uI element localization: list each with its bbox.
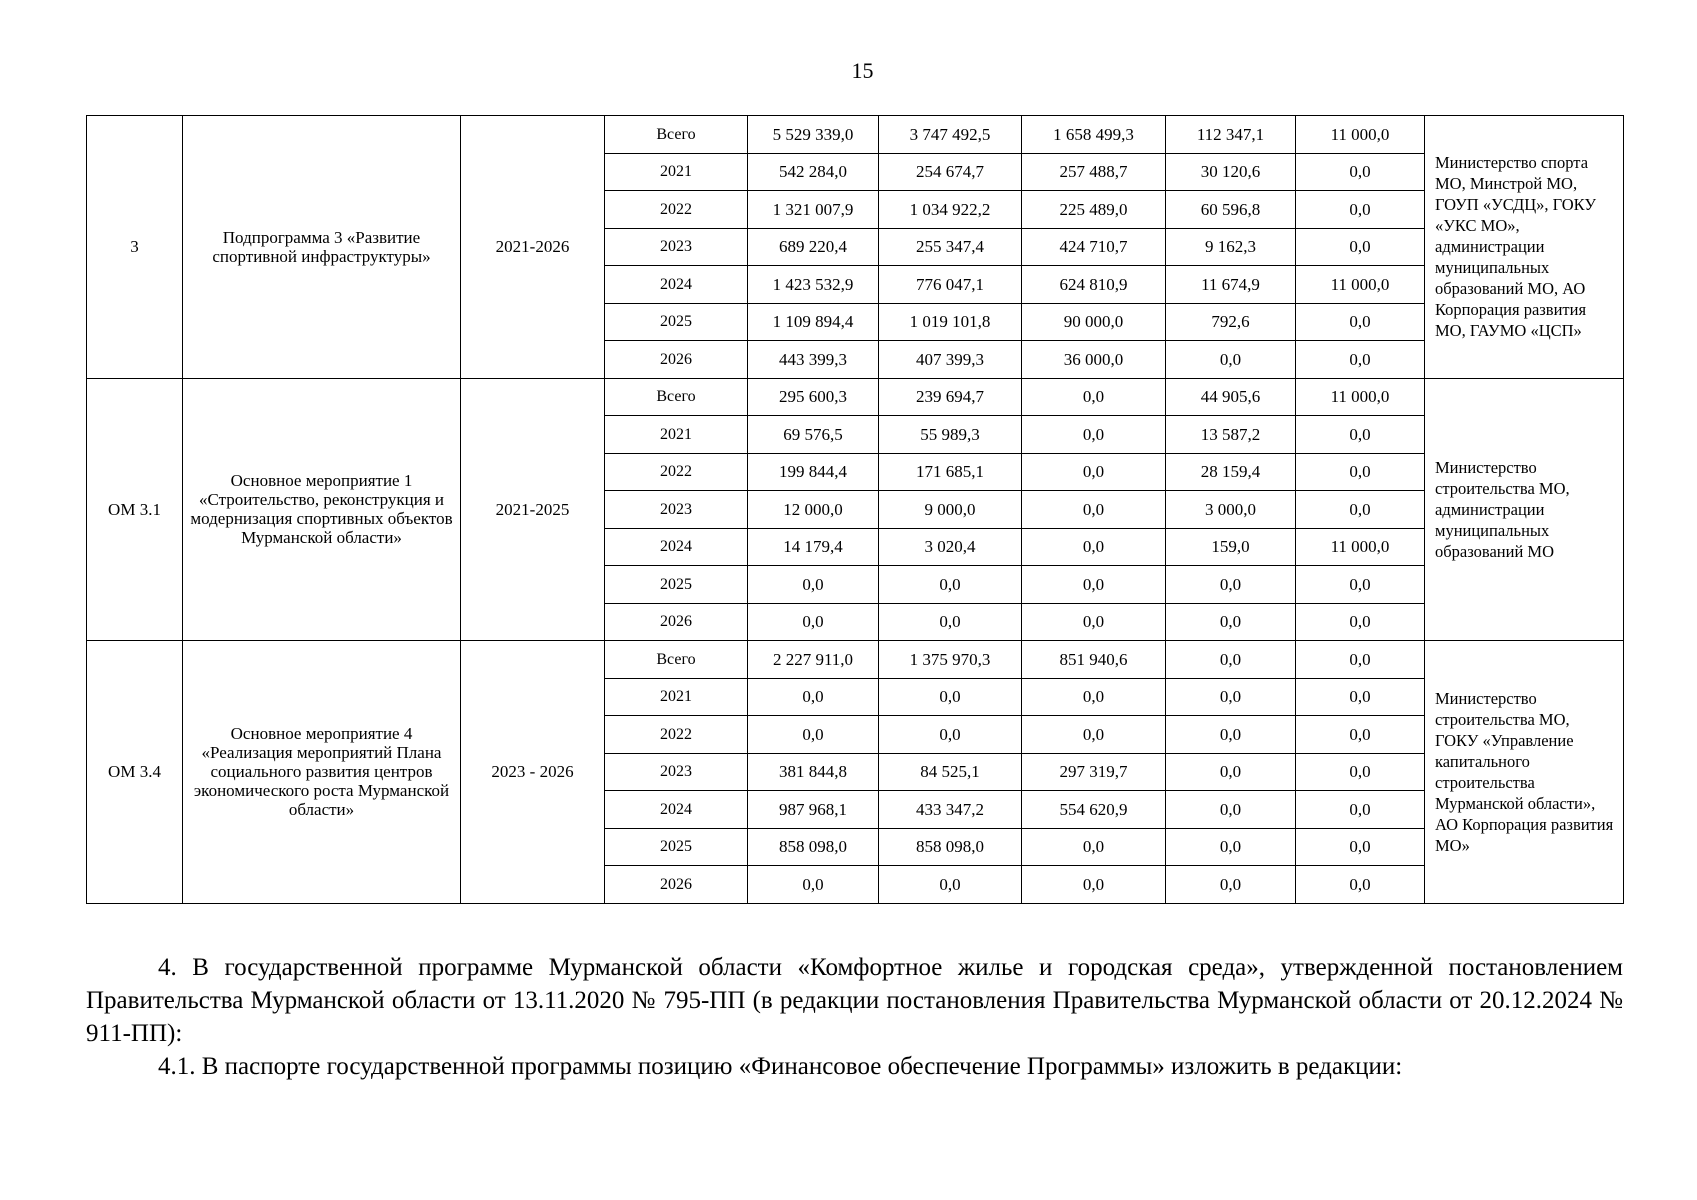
year-cell: 2026 [605, 866, 748, 904]
amount-cell: 624 810,9 [1022, 266, 1166, 304]
amount-cell: 0,0 [1296, 603, 1425, 641]
amount-cell: 433 347,2 [879, 791, 1022, 829]
amount-cell: 0,0 [1166, 791, 1296, 829]
amount-cell: 381 844,8 [748, 753, 879, 791]
amount-cell: 0,0 [1022, 866, 1166, 904]
amount-cell: 55 989,3 [879, 416, 1022, 454]
amount-cell: 0,0 [879, 678, 1022, 716]
amount-cell: 542 284,0 [748, 153, 879, 191]
amount-cell: 0,0 [1166, 716, 1296, 754]
amount-cell: 0,0 [1296, 191, 1425, 229]
amount-cell: 171 685,1 [879, 453, 1022, 491]
paragraph-4: 4. В государственной программе Мурманской области «Комфортное жилье и городская среда», утвержденной постановлением Правительства Мурманской области от 13.11.2020 № 795-ПП (в редакции постановления Правительства Мурманской области от 20.12.2024 № 911-ПП): [86, 954, 1623, 1047]
amount-cell: 1 321 007,9 [748, 191, 879, 229]
program-code: 3 [87, 116, 183, 379]
amount-cell: 0,0 [1296, 228, 1425, 266]
amount-cell: 3 000,0 [1166, 491, 1296, 529]
year-cell: 2025 [605, 566, 748, 604]
amount-cell: 3 747 492,5 [879, 116, 1022, 154]
responsible-executors: Министерство строительства МО, администрации муниципальных образований МО [1425, 378, 1624, 641]
amount-cell: 297 319,7 [1022, 753, 1166, 791]
amount-cell: 0,0 [1166, 753, 1296, 791]
amount-cell: 13 587,2 [1166, 416, 1296, 454]
amount-cell: 0,0 [1022, 453, 1166, 491]
amount-cell: 1 375 970,3 [879, 641, 1022, 679]
amount-cell: 0,0 [1296, 303, 1425, 341]
amount-cell: 0,0 [1022, 603, 1166, 641]
amount-cell: 0,0 [879, 603, 1022, 641]
amount-cell: 11 000,0 [1296, 528, 1425, 566]
year-cell: 2022 [605, 716, 748, 754]
table-row [87, 116, 1624, 154]
amount-cell: 44 905,6 [1166, 378, 1296, 416]
amount-cell: 239 694,7 [879, 378, 1022, 416]
program-name: Основное мероприятие 4 «Реализация мероприятий Плана социального развития центров экономического роста Мурманской области» [183, 641, 461, 904]
amount-cell: 159,0 [1166, 528, 1296, 566]
program-code: ОМ 3.4 [87, 641, 183, 904]
program-name: Основное мероприятие 1 «Строительство, реконструкция и модернизация спортивных объектов Мурманской области» [183, 378, 461, 641]
table-body [87, 116, 1624, 904]
year-cell: 2026 [605, 603, 748, 641]
amount-cell: 987 968,1 [748, 791, 879, 829]
amount-cell: 0,0 [1296, 491, 1425, 529]
year-cell: Всего [605, 116, 748, 154]
amount-cell: 407 399,3 [879, 341, 1022, 379]
amount-cell: 1 109 894,4 [748, 303, 879, 341]
amount-cell: 0,0 [1166, 678, 1296, 716]
amount-cell: 0,0 [1022, 416, 1166, 454]
amount-cell: 0,0 [1296, 153, 1425, 191]
amount-cell: 0,0 [1022, 678, 1166, 716]
amount-cell: 69 576,5 [748, 416, 879, 454]
year-cell: Всего [605, 378, 748, 416]
table-row [87, 378, 1624, 416]
amount-cell: 443 399,3 [748, 341, 879, 379]
amount-cell: 0,0 [879, 716, 1022, 754]
year-cell: 2021 [605, 416, 748, 454]
amount-cell: 0,0 [879, 566, 1022, 604]
amount-cell: 0,0 [1022, 378, 1166, 416]
amount-cell: 2 227 911,0 [748, 641, 879, 679]
amount-cell: 0,0 [748, 716, 879, 754]
amount-cell: 0,0 [1166, 603, 1296, 641]
amount-cell: 776 047,1 [879, 266, 1022, 304]
year-cell: 2023 [605, 753, 748, 791]
amount-cell: 1 019 101,8 [879, 303, 1022, 341]
amount-cell: 851 940,6 [1022, 641, 1166, 679]
amount-cell: 0,0 [1296, 341, 1425, 379]
amount-cell: 0,0 [1296, 641, 1425, 679]
page-number: 15 [851, 58, 874, 83]
amount-cell: 112 347,1 [1166, 116, 1296, 154]
amount-cell: 0,0 [1166, 341, 1296, 379]
amount-cell: 14 179,4 [748, 528, 879, 566]
amount-cell: 9 000,0 [879, 491, 1022, 529]
amount-cell: 0,0 [1022, 528, 1166, 566]
amount-cell: 9 162,3 [1166, 228, 1296, 266]
amount-cell: 5 529 339,0 [748, 116, 879, 154]
amount-cell: 254 674,7 [879, 153, 1022, 191]
program-period: 2021-2026 [461, 116, 605, 379]
program-period: 2021-2025 [461, 378, 605, 641]
year-cell: 2024 [605, 791, 748, 829]
amount-cell: 0,0 [1296, 791, 1425, 829]
amount-cell: 0,0 [1022, 716, 1166, 754]
year-cell: Всего [605, 641, 748, 679]
amount-cell: 858 098,0 [879, 828, 1022, 866]
program-name: Подпрограмма 3 «Развитие спортивной инфраструктуры» [183, 116, 461, 379]
amount-cell: 295 600,3 [748, 378, 879, 416]
year-cell: 2021 [605, 678, 748, 716]
body-text [86, 951, 1623, 1083]
amount-cell: 0,0 [1296, 566, 1425, 604]
amount-cell: 0,0 [1022, 566, 1166, 604]
amount-cell: 225 489,0 [1022, 191, 1166, 229]
year-cell: 2025 [605, 303, 748, 341]
year-cell: 2025 [605, 828, 748, 866]
amount-cell: 0,0 [1296, 678, 1425, 716]
amount-cell: 0,0 [1022, 828, 1166, 866]
amount-cell: 11 674,9 [1166, 266, 1296, 304]
year-cell: 2022 [605, 191, 748, 229]
amount-cell: 0,0 [1166, 566, 1296, 604]
year-cell: 2024 [605, 528, 748, 566]
responsible-executors: Министерство спорта МО, Минстрой МО, ГОУП «УСДЦ», ГОКУ «УКС МО», администрации муниципальных образований МО, АО Корпорация развития МО, ГАУМО «ЦСП» [1425, 116, 1624, 379]
year-cell: 2023 [605, 491, 748, 529]
table-row [87, 641, 1624, 679]
amount-cell: 1 423 532,9 [748, 266, 879, 304]
amount-cell: 0,0 [1022, 491, 1166, 529]
amount-cell: 12 000,0 [748, 491, 879, 529]
amount-cell: 11 000,0 [1296, 266, 1425, 304]
amount-cell: 554 620,9 [1022, 791, 1166, 829]
year-cell: 2026 [605, 341, 748, 379]
amount-cell: 0,0 [1296, 753, 1425, 791]
amount-cell: 424 710,7 [1022, 228, 1166, 266]
amount-cell: 792,6 [1166, 303, 1296, 341]
amount-cell: 0,0 [879, 866, 1022, 904]
year-cell: 2022 [605, 453, 748, 491]
amount-cell: 689 220,4 [748, 228, 879, 266]
amount-cell: 0,0 [748, 678, 879, 716]
amount-cell: 11 000,0 [1296, 378, 1425, 416]
amount-cell: 255 347,4 [879, 228, 1022, 266]
amount-cell: 3 020,4 [879, 528, 1022, 566]
year-cell: 2023 [605, 228, 748, 266]
paragraph-4-1: 4.1. В паспорте государственной программы позицию «Финансовое обеспечение Программы» изложить в редакции: [158, 1053, 1403, 1080]
amount-cell: 28 159,4 [1166, 453, 1296, 491]
amount-cell: 858 098,0 [748, 828, 879, 866]
amount-cell: 90 000,0 [1022, 303, 1166, 341]
amount-cell: 0,0 [1296, 828, 1425, 866]
amount-cell: 0,0 [1296, 416, 1425, 454]
amount-cell: 0,0 [748, 566, 879, 604]
amount-cell: 0,0 [1166, 828, 1296, 866]
amount-cell: 30 120,6 [1166, 153, 1296, 191]
amount-cell: 0,0 [1166, 866, 1296, 904]
amount-cell: 0,0 [1296, 866, 1425, 904]
amount-cell: 0,0 [748, 866, 879, 904]
amount-cell: 11 000,0 [1296, 116, 1425, 154]
financing-table [86, 115, 1624, 904]
amount-cell: 36 000,0 [1022, 341, 1166, 379]
amount-cell: 60 596,8 [1166, 191, 1296, 229]
year-cell: 2021 [605, 153, 748, 191]
amount-cell: 199 844,4 [748, 453, 879, 491]
amount-cell: 257 488,7 [1022, 153, 1166, 191]
year-cell: 2024 [605, 266, 748, 304]
responsible-executors: Министерство строительства МО, ГОКУ «Управление капитального строительства Мурманской области», АО Корпорация развития МО» [1425, 641, 1624, 904]
program-code: ОМ 3.1 [87, 378, 183, 641]
amount-cell: 0,0 [1166, 641, 1296, 679]
amount-cell: 0,0 [748, 603, 879, 641]
amount-cell: 0,0 [1296, 716, 1425, 754]
amount-cell: 1 034 922,2 [879, 191, 1022, 229]
amount-cell: 1 658 499,3 [1022, 116, 1166, 154]
program-period: 2023 - 2026 [461, 641, 605, 904]
amount-cell: 0,0 [1296, 453, 1425, 491]
amount-cell: 84 525,1 [879, 753, 1022, 791]
